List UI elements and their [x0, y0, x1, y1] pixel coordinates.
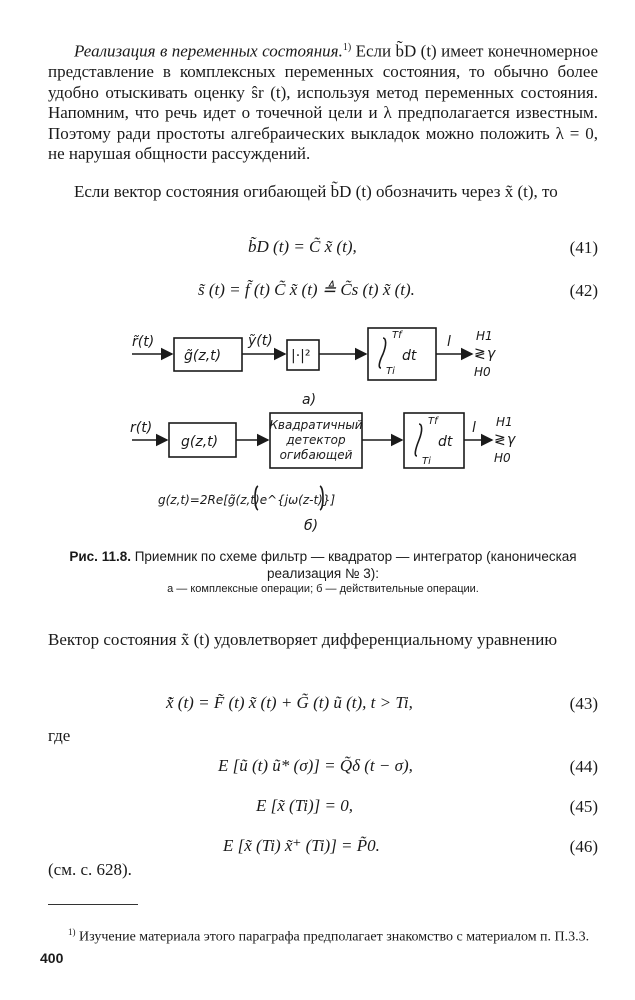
fig-a-filter: g̃(z,t)	[184, 348, 222, 364]
fig-a-int-upper: Tf	[392, 330, 402, 341]
paragraph-state-equation: Вектор состояния x̃ (t) удовлетворяет дифференциальному уравнению	[48, 630, 558, 649]
equation-41: b̃D (t) = C̃ x̃ (t),	[248, 237, 357, 256]
fig-b-output: l	[472, 420, 476, 436]
fig-b-compare: ≷	[494, 432, 506, 448]
fig-b-filter: g(z,t)	[181, 434, 219, 450]
equation-42: s̃ (t) = f̃ (t) C̃ x̃ (t) ≜ C̃s (t) x̃ (t).	[198, 280, 415, 299]
fig-b-input: r(t)	[130, 420, 153, 436]
fig-a-label: а)	[302, 392, 317, 408]
fig-a-output: l	[447, 334, 451, 350]
fig-b-int-lower: Ti	[422, 456, 431, 467]
equation-43: x̃̇ (t) = F̃ (t) x̃ (t) + G̃ (t) ũ (t), t > Ti,	[166, 693, 413, 712]
where-word: где	[48, 726, 71, 745]
paragraph-envelope-vector: Если вектор состояния огибающей b̃D (t) обозначить через x̃ (t), то	[74, 182, 558, 201]
fig-b-gamma: γ	[507, 432, 516, 448]
figure-caption-text: Приемник по схеме фильтр — квадратор — интегратор (каноническая реализация № 3):	[130, 549, 577, 581]
equation-45: E [x̃ (Ti)] = 0,	[256, 796, 353, 815]
fig-a-compare: ≷	[474, 346, 486, 362]
fig-b-int-upper: Tf	[428, 416, 438, 427]
page-number: 400	[40, 950, 64, 966]
fig-b-detector-line3: огибающей	[279, 448, 353, 462]
figure-number: Рис. 11.8.	[69, 549, 131, 564]
fig-a-squarer: |·|²	[291, 348, 311, 364]
footnote-text: Изучение материала этого параграфа предполагает знакомство с материалом п. П.3.3.	[75, 929, 590, 945]
figure-subcaption: а — комплексные операции; б — действительные операции.	[167, 583, 479, 595]
fig-a-h0: H0	[474, 365, 491, 379]
fig-a-filter-output: ỹ(t)	[248, 333, 273, 349]
fig-b-formula: g(z,t)=2Re[g̃(z,t)e^{jω(z-t)}]	[158, 493, 336, 507]
fig-a-dt: dt	[402, 348, 417, 364]
equation-number-41: (41)	[569, 238, 598, 257]
fig-b-label: б)	[304, 518, 319, 534]
equation-number-44: (44)	[569, 757, 598, 776]
footnote-marker: 1)	[342, 42, 352, 53]
fig-a-int-lower: Ti	[386, 366, 395, 377]
fig-b-dt: dt	[438, 434, 453, 450]
fig-b-detector-line2: детектор	[286, 433, 346, 447]
page-reference: (см. с. 628).	[48, 860, 132, 879]
equation-number-42: (42)	[569, 281, 598, 300]
paragraph-state-variables	[48, 38, 598, 165]
paragraph-body: Если b̃D (t) имеет конечномерное представление в комплексных переменных состояния, то обычно более удобно отыскивать оценку ŝr (t), используя метод переменных состояния. Напомним, что речь идет о точечной цели и λ предполагается известным. Поэтому ради простоты алгебраических выкладок можно положить λ = 0, не нарушая общности рассуждений.	[48, 41, 598, 164]
fig-b-h1: H1	[496, 415, 513, 429]
footnote-mark: 1)	[68, 927, 76, 937]
equation-44: E [ũ (t) ũ* (σ)] = Q̃δ (t − σ),	[218, 756, 413, 775]
equation-46: E [x̃ (Ti) x̃⁺ (Ti)] = P̃0.	[223, 836, 380, 855]
fig-b-detector-line1: Квадратичный	[269, 418, 363, 432]
fig-a-gamma: γ	[487, 346, 496, 362]
equation-number-43: (43)	[569, 694, 598, 713]
fig-b-h0: H0	[494, 451, 511, 465]
equation-number-45: (45)	[569, 797, 598, 816]
equation-number-46: (46)	[569, 837, 598, 856]
receiver-block-diagram	[0, 318, 635, 540]
fig-a-h1: H1	[476, 329, 493, 343]
footnote-rule	[48, 904, 138, 905]
runin-heading: Реализация в переменных состояния.	[74, 41, 343, 61]
fig-a-input: r̃(t)	[132, 334, 155, 350]
footnote	[48, 924, 598, 946]
figure-caption	[48, 548, 598, 582]
